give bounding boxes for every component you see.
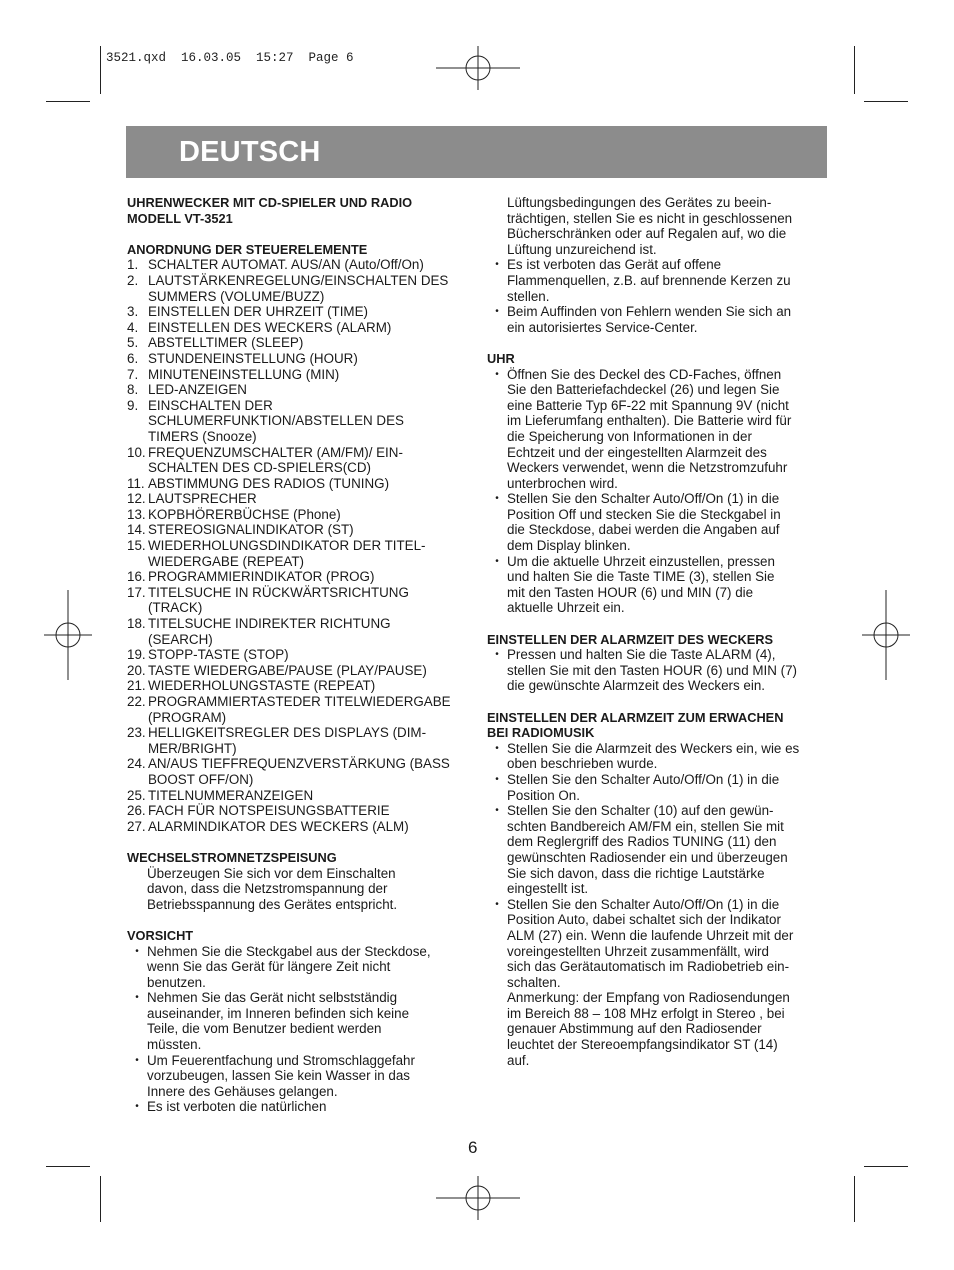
page-title: DEUTSCH — [179, 136, 321, 168]
list-item-number: 7. — [127, 366, 139, 382]
bullet-icon: • — [495, 742, 499, 754]
section-heading-alarm: EINSTELLEN DER ALARMZEIT DES WECKERS — [487, 631, 774, 647]
list-item-text: ABSTELLTIMER (SLEEP) — [148, 335, 304, 351]
bullet-icon: • — [135, 1101, 139, 1113]
list-item — [127, 678, 470, 694]
registration-mark-icon — [862, 590, 910, 680]
list-item — [127, 257, 470, 273]
bullet-icon: • — [495, 649, 499, 661]
list-item-number: 15. — [127, 538, 146, 554]
list-item-number: 18. — [127, 616, 146, 632]
list-item-text: KOPBHÖRERBÜCHSE (Phone) — [148, 506, 341, 522]
bullet-item — [487, 491, 832, 553]
list-item-text: LAUTSTÄRKENREGELUNG/EINSCHALTEN DES SUMMERS (VOLUME/BUZZ) — [148, 272, 449, 304]
bullet-icon: • — [495, 368, 499, 380]
right-column — [487, 195, 832, 1068]
section-heading-radio-alarm: EINSTELLEN DER ALARMZEIT ZUM ERWACHEN BEI RADIOMUSIK — [487, 709, 784, 741]
print-slug: 3521.qxd 16.03.05 15:27 Page 6 — [106, 51, 354, 65]
bullet-text: Stellen Sie den Schalter (10) auf den gewün- schten Bandbereich AM/FM ein, stellen Sie mit dem Reglergriff des Radios TUNING (11) den gewünschten Radiosender ein und überzeugen Sie sich davon, dass die richtige Lautstärke eingestellt ist. — [507, 803, 788, 897]
bullet-item — [487, 772, 832, 803]
list-item-number: 27. — [127, 818, 146, 834]
list-item-text: AN/AUS TIEFFREQUENZVERSTÄRKUNG (BASS BOOST OFF/ON) — [148, 756, 450, 787]
list-item — [127, 663, 470, 679]
section-heading-clock: UHR — [487, 350, 515, 366]
page-number: 6 — [468, 1138, 478, 1157]
caution-continued: Lüftungsbedingungen des Gerätes zu beein- trächtigen, stellen Sie es nicht in geschlossenen Bücherschränken oder auf Regalen auf, wo die Lüftung unzureichend ist. — [507, 195, 793, 257]
list-item — [127, 538, 470, 569]
list-item — [127, 491, 470, 507]
list-item-text: FREQUENZUMSCHALTER (AM/FM)/ EIN- SCHALTEN DES CD-SPIELERS(CD) — [148, 444, 403, 476]
list-item-text: HELLIGKEITSREGLER DES DISPLAYS (DIM- MER/BRIGHT) — [148, 725, 427, 756]
list-item — [127, 320, 470, 336]
registration-mark-icon — [436, 46, 520, 90]
bullet-item — [127, 944, 470, 991]
caution-list — [127, 944, 470, 1116]
bullet-text: Stellen Sie den Schalter Auto/Off/On (1) in die Position On. — [507, 771, 780, 803]
list-item-number: 17. — [127, 584, 146, 600]
list-item-text: EINSTELLEN DES WECKERS (ALARM) — [148, 319, 392, 335]
bullet-icon: • — [495, 306, 499, 318]
list-item-text: SCHALTER AUTOMAT. AUS/AN (Auto/Off/On) — [148, 257, 424, 273]
bullet-item — [127, 1099, 470, 1115]
bullet-item — [127, 990, 470, 1052]
list-item-text: MINUTENEINSTELLUNG (MIN) — [148, 366, 340, 382]
list-item-number: 3. — [127, 304, 139, 320]
bullet-item — [487, 803, 832, 897]
list-item — [127, 819, 470, 835]
list-item — [127, 476, 470, 492]
list-item-text: TITELNUMMERANZEIGEN — [148, 787, 314, 803]
crop-mark — [854, 46, 855, 94]
list-item — [127, 647, 470, 663]
list-item — [127, 398, 470, 445]
registration-mark-icon — [436, 1176, 520, 1220]
bullet-icon: • — [495, 773, 499, 785]
list-item — [127, 803, 470, 819]
crop-mark — [100, 46, 101, 94]
list-item-text: TITELSUCHE INDIREKTER RICHTUNG (SEARCH) — [148, 616, 391, 647]
note-paragraph: Anmerkung: der Empfang von Radiosendungen im Bereich 88 – 108 MHz erfolgt in Stereo , bei genauer Abstimmung auf den Radiosender leuchtet der Stereoempfangsindikator ST (14) auf. — [507, 990, 790, 1068]
list-item-number: 25. — [127, 787, 146, 803]
section-heading-caution: VORSICHT — [127, 927, 194, 943]
list-item-number: 5. — [127, 335, 139, 351]
list-item-number: 16. — [127, 569, 146, 585]
bullet-item — [127, 1053, 470, 1100]
language-header — [126, 126, 827, 178]
list-item-text: WIEDERHOLUNGSTASTE (REPEAT) — [148, 678, 376, 694]
bullet-item — [487, 257, 832, 304]
bullet-text: Um Feuerentfachung und Stromschlaggefahr vorzubeugen, lassen Sie kein Wasser in das Innere des Gehäuses gelangen. — [147, 1052, 415, 1099]
list-item-text: PROGRAMMIERTASTEDER TITELWIEDERGABE (PROGRAM) — [148, 694, 451, 725]
list-item — [127, 445, 470, 476]
bullet-item — [487, 741, 832, 772]
bullet-item — [487, 367, 832, 492]
list-item-number: 24. — [127, 756, 146, 772]
list-item-text: ALARMINDIKATOR DES WECKERS (ALM) — [148, 818, 409, 834]
list-item-number: 13. — [127, 506, 146, 522]
list-item-text: EINSTELLEN DER UHRZEIT (TIME) — [148, 304, 368, 320]
list-item — [127, 694, 470, 725]
list-item-text: STUNDENEINSTELLUNG (HOUR) — [148, 350, 358, 366]
list-item-number: 11. — [127, 475, 145, 491]
list-item-text: TITELSUCHE IN RÜCKWÄRTSRICHTUNG (TRACK) — [148, 584, 409, 616]
list-item-text: PROGRAMMIERINDIKATOR (PROG) — [148, 569, 375, 585]
list-item — [127, 367, 470, 383]
bullet-icon: • — [495, 805, 499, 817]
bullet-item — [487, 554, 832, 616]
bullet-text: Pressen und halten Sie die Taste ALARM (4), stellen Sie mit den Tasten HOUR (6) und MIN (7) die gewünschte Alarmzeit des Weckers ein. — [507, 647, 797, 694]
list-item — [127, 616, 470, 647]
bullet-text: Stellen Sie den Schalter Auto/Off/On (1) in die Position Auto, dabei schaltet sich der Indikator ALM (27) ein. Wenn die laufende Uhrzeit mit der voreingestellten Uhrzeit zusammenfällt, wird sich das Gerätautomatisch im Radiobetrieb ein- schalten. — [507, 896, 794, 990]
crop-mark — [854, 1176, 855, 1222]
bullet-text: Nehmen Sie die Steckgabel aus der Steckdose, wenn Sie das Gerät für längere Zeit nicht benutzen. — [147, 943, 431, 990]
list-item-number: 22. — [127, 694, 146, 709]
bullet-icon: • — [495, 259, 499, 271]
crop-mark — [100, 1176, 101, 1222]
list-item-number: 8. — [127, 382, 139, 398]
crop-mark — [46, 1166, 90, 1167]
bullet-text: Es ist verboten die natürlichen — [147, 1099, 327, 1115]
left-column — [127, 195, 470, 1115]
list-item — [127, 725, 470, 756]
list-item-text: WIEDERHOLUNGSDINDIKATOR DER TITEL- WIEDERGABE (REPEAT) — [148, 538, 426, 569]
product-title: UHRENWECKER MIT CD-SPIELER UND RADIO MODELL VT-3521 — [127, 195, 413, 226]
list-item-text: FACH FÜR NOTSPEISUNGSBATTERIE — [148, 803, 390, 819]
bullet-text: Es ist verboten das Gerät auf offene Flammenquellen, z.B. auf brennende Kerzen zu stellen. — [507, 257, 791, 304]
list-item — [127, 382, 470, 398]
list-item — [127, 273, 470, 304]
list-item-number: 21. — [127, 678, 146, 694]
bullet-icon: • — [495, 555, 499, 567]
list-item — [127, 756, 470, 787]
list-item — [127, 569, 470, 585]
crop-mark — [864, 1166, 908, 1167]
radio-alarm-list — [487, 741, 832, 991]
list-item-text: EINSCHALTEN DER SCHLUMERFUNKTION/ABSTELLEN DES TIMERS (Snooze) — [148, 397, 404, 444]
bullet-item — [487, 647, 832, 694]
crop-mark — [864, 101, 908, 102]
list-item — [127, 304, 470, 320]
list-item-number: 2. — [127, 272, 139, 288]
power-paragraph: Überzeugen Sie sich vor dem Einschalten davon, dass die Netzstromspannung der Betriebsspannung des Gerätes entspricht. — [147, 865, 398, 912]
list-item-text: TASTE WIEDERGABE/PAUSE (PLAY/PAUSE) — [148, 662, 427, 678]
list-item-number: 1. — [127, 257, 139, 273]
crop-mark — [46, 101, 90, 102]
bullet-icon: • — [495, 898, 499, 910]
bullet-icon: • — [135, 992, 139, 1004]
registration-mark-icon — [44, 590, 92, 680]
bullet-text: Stellen Sie den Schalter Auto/Off/On (1) in die Position Off und stecken Sie die Steckgabel in die Steckdose, dabei werden die Angaben auf dem Display blinken. — [507, 491, 781, 554]
list-item — [127, 335, 470, 351]
list-item — [127, 788, 470, 804]
list-item-number: 9. — [127, 397, 139, 413]
list-item-number: 19. — [127, 647, 146, 663]
list-item-number: 26. — [127, 803, 146, 819]
list-item — [127, 351, 470, 367]
list-item-number: 6. — [127, 350, 139, 366]
list-item-text: ABSTIMMUNG DES RADIOS (TUNING) — [148, 475, 390, 491]
list-item-text: STOPP-TASTE (STOP) — [148, 647, 289, 663]
bullet-icon: • — [495, 493, 499, 505]
alarm-list — [487, 647, 832, 694]
list-item-text: LED-ANZEIGEN — [148, 382, 247, 398]
list-item — [127, 507, 470, 523]
bullet-item — [487, 304, 832, 335]
bullet-item — [487, 897, 832, 991]
list-item — [127, 522, 470, 538]
list-item-number: 10. — [127, 444, 146, 460]
list-item-number: 12. — [127, 491, 146, 507]
bullet-text: Öffnen Sie des Deckel des CD-Faches, öffnen Sie den Batteriefachdeckel (26) und legen Sie eine Batterie Typ 6F-22 mit Spannung 9V (nicht im Lieferumfang enthalten). Die Batterie wird für die Speicherung von Informationen in der Echtzeit und der eingestellten Alarmzeit des Weckers verwendet, wenn die Netzstromzufuhr unterbrochen wird. — [507, 366, 792, 491]
bullet-text: Beim Auffinden von Fehlern wenden Sie sich an ein autorisiertes Service-Center. — [507, 304, 792, 335]
list-item-number: 23. — [127, 725, 146, 741]
list-item-number: 20. — [127, 662, 146, 678]
controls-list — [127, 257, 470, 834]
list-item-text: LAUTSPRECHER — [148, 491, 257, 507]
bullet-text: Nehmen Sie das Gerät nicht selbstständig auseinander, im Inneren befinden sich keine Teile, die vom Benutzer bedient werden müssten. — [147, 990, 410, 1053]
list-item-number: 4. — [127, 319, 139, 335]
bullet-text: Um die aktuelle Uhrzeit einzustellen, pressen und halten Sie die Taste TIME (3), stellen Sie mit den Tasten HOUR (6) und MIN (7) die aktuelle Uhrzeit ein. — [507, 553, 775, 616]
list-item — [127, 585, 470, 616]
section-heading-controls: ANORDNUNG DER STEUERELEMENTE — [127, 241, 368, 257]
clock-list — [487, 367, 832, 617]
bullet-icon: • — [135, 1054, 139, 1066]
section-heading-power: WECHSELSTROMNETZSPEISUNG — [127, 849, 337, 865]
list-item-text: STEREOSIGNALINDIKATOR (ST) — [148, 522, 354, 538]
bullet-text: Stellen Sie die Alarmzeit des Weckers ein, wie es oben beschrieben wurde. — [507, 740, 800, 772]
bullet-icon: • — [135, 945, 139, 957]
caution-list-continued — [487, 257, 832, 335]
list-item-number: 14. — [127, 522, 146, 538]
